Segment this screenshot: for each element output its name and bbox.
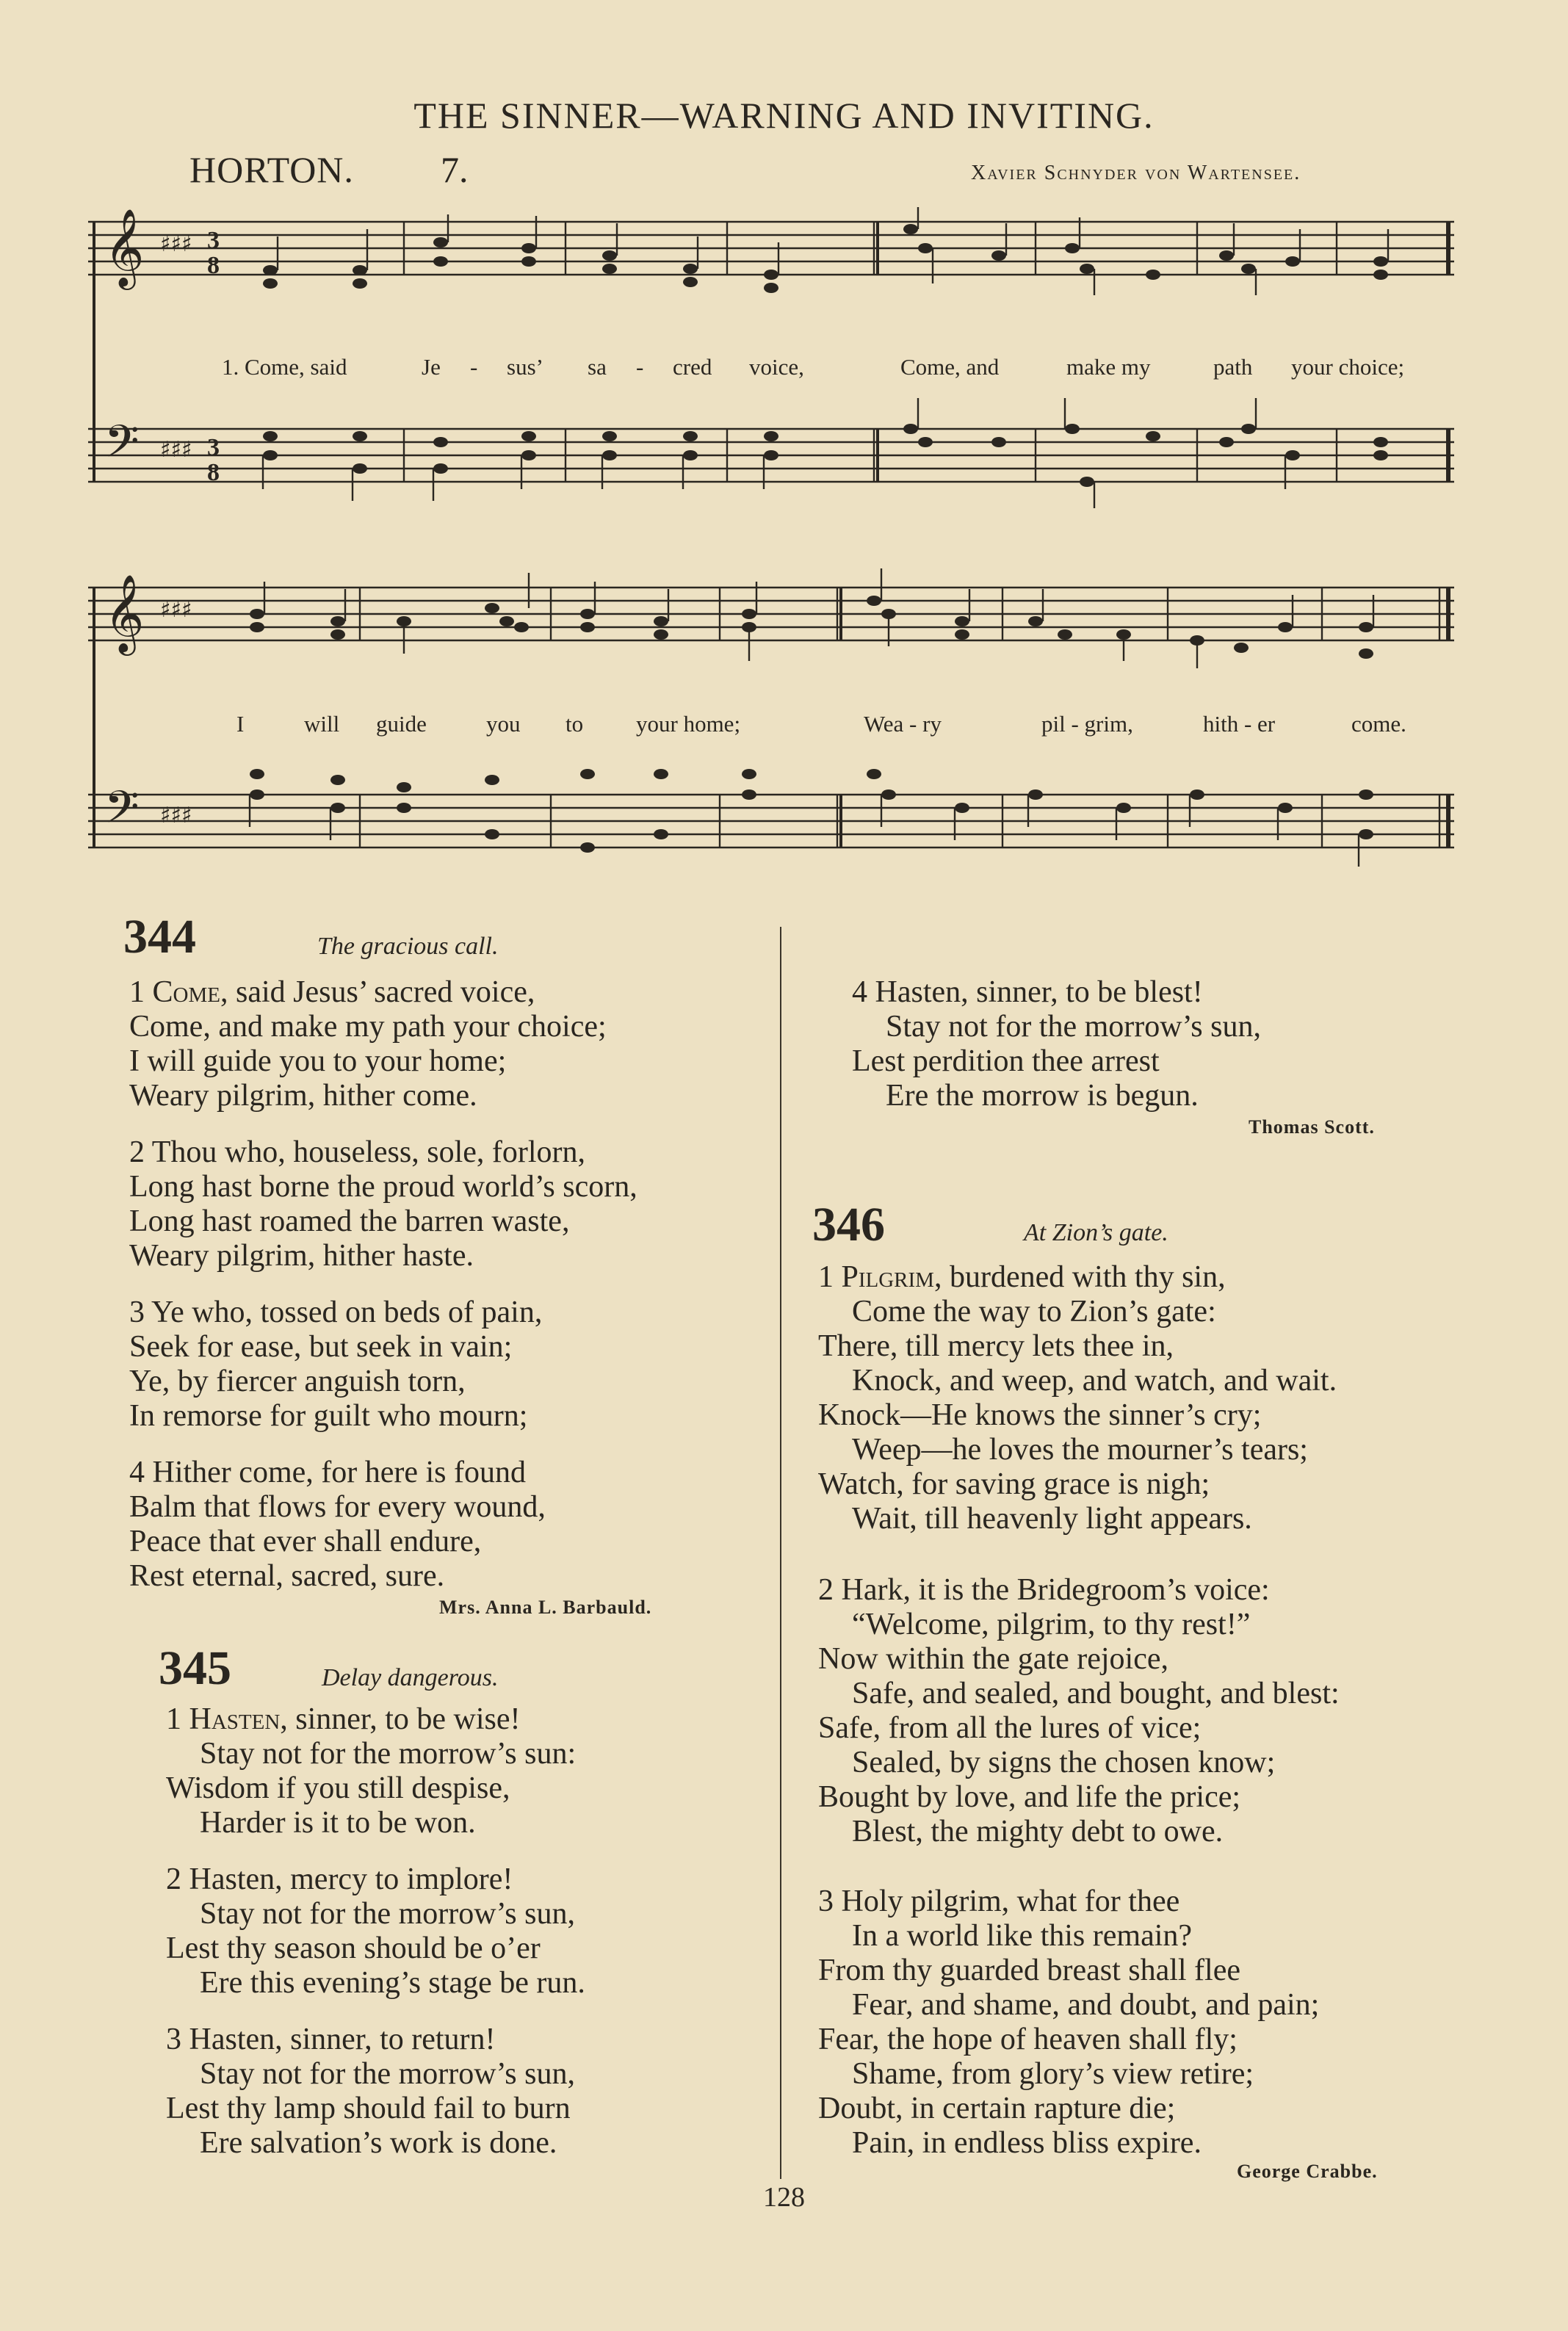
verse: 4 Hither come, for here is found Balm that flows for every wound, Peace that ever shall endure, Rest eternal, sacred, sure. — [129, 1456, 546, 1593]
verse: 3 Ye who, tossed on beds of pain, Seek for ease, but seek in vain; Ye, by fiercer anguish torn, In remorse for guilt who mourn; — [129, 1295, 543, 1433]
verse: 2 Hasten, mercy to implore! Stay not for the morrow’s sun, Lest thy season should be o’er Ere this evening’s stage be run. — [166, 1862, 585, 2000]
svg-text:♯♯♯: ♯♯♯ — [160, 597, 192, 623]
lyric-line-2-part: Wea - ry — [864, 711, 942, 737]
page-number: 128 — [763, 2182, 805, 2213]
svg-text:𝄢: 𝄢 — [104, 416, 140, 479]
lyric-line-1-part: 1. Come, said — [222, 354, 347, 380]
verse: 3 Holy pilgrim, what for thee In a world like this remain? From thy guarded breast shall flee Fear, and shame, and doubt, and pain; Fear, the hope of heaven shall fly; Shame, from glory’s view retire; Doubt, in certain rapture die; Pain, in endless bliss expire. — [818, 1884, 1320, 2160]
hymn-author: Thomas Scott. — [1249, 1116, 1375, 1138]
lyric-line-1-part: - — [470, 354, 478, 380]
lyric-line-2-part: come. — [1351, 711, 1406, 737]
verse: 4 Hasten, sinner, to be blest! Stay not for the morrow’s sun, Lest perdition thee arrest Ere the morrow is begun. — [852, 975, 1261, 1113]
page-header: THE SINNER—WARNING AND INVITING. — [413, 95, 1155, 136]
hymn-title: The gracious call. — [317, 933, 499, 960]
lyric-line-2-part: will — [304, 711, 340, 737]
svg-text:♯♯♯: ♯♯♯ — [160, 231, 192, 257]
hymn-author: George Crabbe. — [1237, 2161, 1378, 2182]
lyric-line-1-part: sus’ — [507, 354, 543, 380]
svg-text:8: 8 — [207, 459, 220, 486]
svg-text:♯♯♯: ♯♯♯ — [160, 437, 192, 463]
lyric-line-1-part: Come, and — [900, 354, 1000, 380]
lyric-line-1-part: - — [636, 354, 644, 380]
tune-meter: 7. — [441, 149, 469, 190]
lyric-line-1-part: voice, — [749, 354, 804, 380]
lyric-line-2-part: your home; — [636, 711, 741, 737]
lyric-line-1-part: path — [1213, 354, 1253, 380]
lyric-line-1-part: Je — [422, 354, 441, 380]
lyric-line-2-part: to — [566, 711, 584, 737]
svg-text:3: 3 — [207, 227, 220, 254]
verse: 1 Come, said Jesus’ sacred voice, Come, and make my path your choice; I will guide you to your home; Weary pilgrim, hither come. — [129, 975, 607, 1113]
hymn-number: 344 — [123, 910, 196, 964]
lyric-line-2-part: hith - er — [1203, 711, 1276, 737]
hymn-number: 345 — [159, 1641, 231, 1695]
tune-name: HORTON. — [189, 149, 354, 190]
lyric-line-1-part: make my — [1066, 354, 1151, 380]
lyric-line-1-part: your choice; — [1291, 354, 1405, 380]
hymn-title: Delay dangerous. — [322, 1664, 499, 1691]
svg-text:3: 3 — [207, 434, 220, 461]
lyric-line-2-part: pil - grim, — [1041, 711, 1133, 737]
lyric-line-2-part: I — [236, 711, 245, 737]
svg-text:𝄞: 𝄞 — [104, 574, 145, 652]
hymn-author: Mrs. Anna L. Barbauld. — [439, 1597, 652, 1618]
verse: 2 Thou who, houseless, sole, forlorn, Long hast borne the proud world’s scorn, Long hast roamed the barren waste, Weary pilgrim, hither haste. — [129, 1135, 637, 1273]
composer-credit: Xavier Schnyder von Wartensee. — [971, 162, 1301, 184]
hymn-number: 346 — [812, 1198, 885, 1251]
lyric-line-2-part: you — [486, 711, 521, 737]
lyric-line-2-part: guide — [376, 711, 427, 737]
verse: 2 Hark, it is the Bridegroom’s voice: “Welcome, pilgrim, to thy rest!” Now within the gate rejoice, Safe, and sealed, and bought, and blest: Safe, from all the lures of vice; Sealed, by signs the chosen know; Bought by love, and life the price; Blest, the mighty debt to owe. — [818, 1573, 1340, 1848]
verse: 3 Hasten, sinner, to return! Stay not for the morrow’s sun, Lest thy lamp should fail to burn Ere salvation’s work is done. — [166, 2023, 575, 2160]
svg-text:8: 8 — [207, 252, 220, 279]
hymn-title: At Zion’s gate. — [1024, 1219, 1168, 1246]
svg-text:♯♯♯: ♯♯♯ — [160, 803, 192, 828]
column-divider — [780, 927, 781, 2179]
verse: 1 Pilgrim, burdened with thy sin, Come the way to Zion’s gate: There, till mercy lets thee in, Knock, and weep, and watch, and wait. Knock—He knows the sinner’s cry; Weep—he loves the mourner’s tears; Watch, for saving grace is nigh; Wait, till heavenly light appears. — [818, 1260, 1337, 1536]
lyric-line-1-part: sa — [588, 354, 607, 380]
lyric-line-1-part: cred — [673, 354, 712, 380]
verse: 1 Hasten, sinner, to be wise! Stay not for the morrow’s sun: Wisdom if you still despise, Harder is it to be won. — [166, 1702, 577, 1840]
svg-text:𝄢: 𝄢 — [104, 781, 140, 845]
svg-text:𝄞: 𝄞 — [104, 208, 145, 286]
